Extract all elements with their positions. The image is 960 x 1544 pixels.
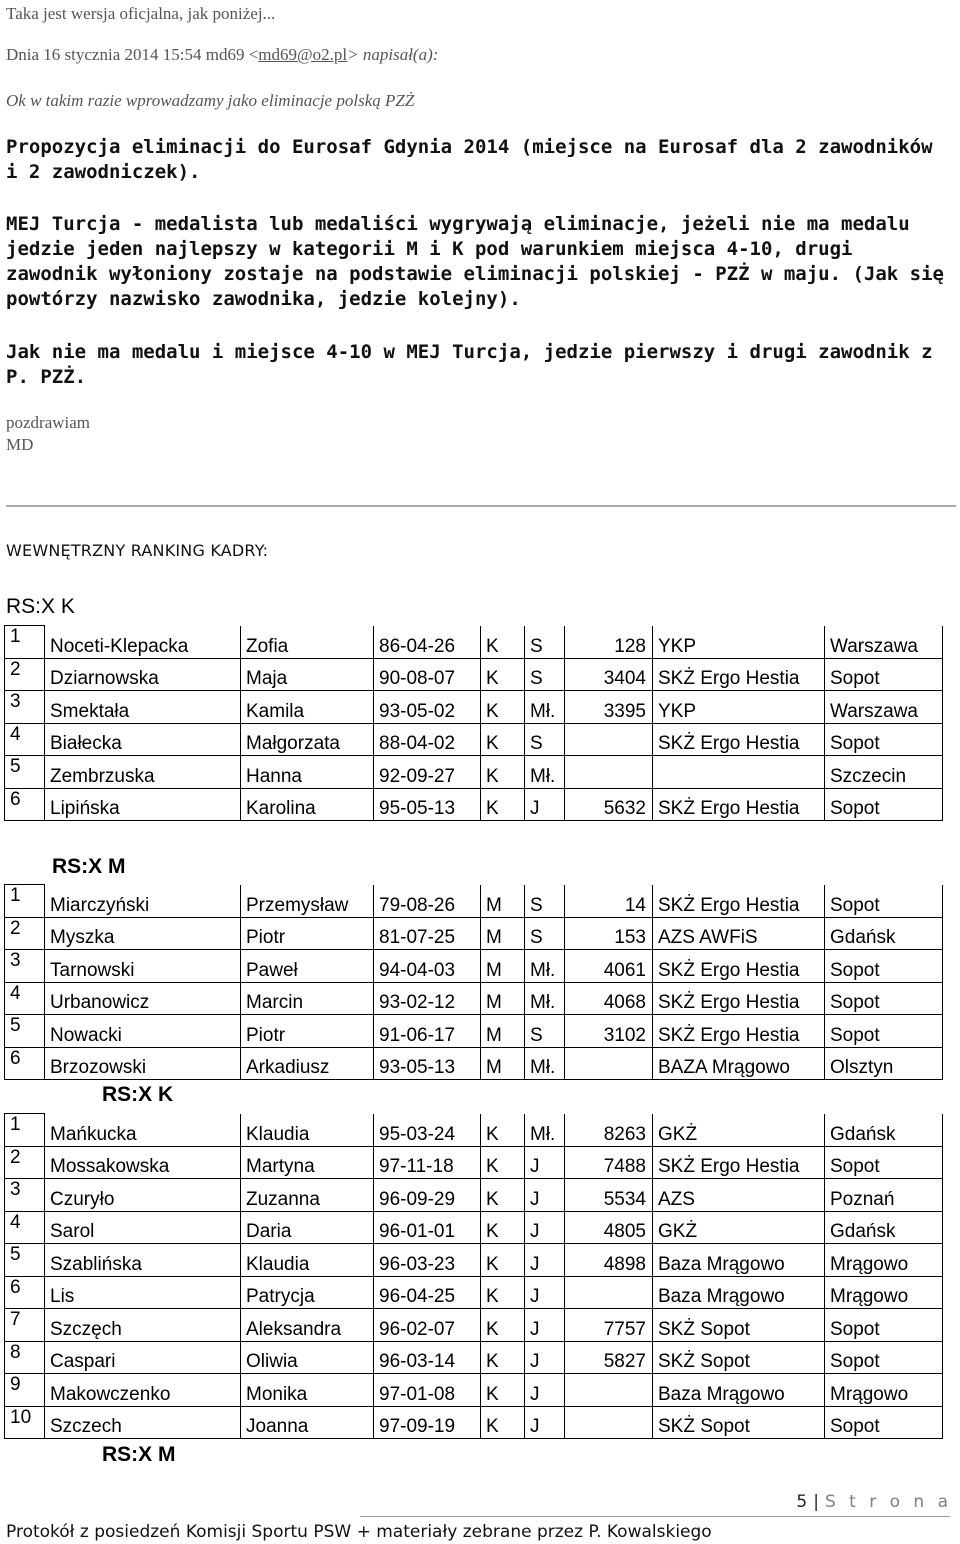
surname-cell: Smektała: [45, 691, 241, 724]
table-row: [5, 658, 943, 691]
firstname-cell: Karolina: [241, 788, 374, 821]
surname-cell: Mańkucka: [45, 1114, 241, 1147]
club-cell: SKŻ Ergo Hestia: [653, 982, 825, 1015]
age-class-cell: J: [525, 1406, 565, 1439]
gender-cell: K: [481, 626, 525, 659]
city-cell: Gdańsk: [825, 1211, 943, 1244]
footer-divider: [360, 1516, 950, 1517]
ranking-table: [4, 625, 943, 821]
points-cell: 3102: [565, 1015, 653, 1048]
surname-cell: Szablińska: [45, 1244, 241, 1277]
age-class-cell: J: [525, 1211, 565, 1244]
firstname-cell: Klaudia: [241, 1244, 374, 1277]
club-cell: AZS AWFiS: [653, 917, 825, 950]
city-cell: Sopot: [825, 788, 943, 821]
email-quoted-line: Ok w takim razie wprowadzamy jako eliminacje polską PZŻ: [6, 91, 415, 110]
rank-cell: 9: [5, 1374, 45, 1407]
birthdate-cell: 93-05-02: [374, 691, 481, 724]
table-row: [5, 788, 943, 821]
age-class-cell: J: [525, 1179, 565, 1212]
section-title: RS:X K: [6, 595, 75, 618]
firstname-cell: Daria: [241, 1211, 374, 1244]
email-quote-header: [6, 45, 438, 65]
points-cell: 128: [565, 626, 653, 659]
surname-cell: Noceti-Klepacka: [45, 626, 241, 659]
points-cell: 7757: [565, 1309, 653, 1342]
points-cell: 5632: [565, 788, 653, 821]
gender-cell: K: [481, 1341, 525, 1374]
city-cell: Sopot: [825, 1015, 943, 1048]
age-class-cell: Mł.: [525, 950, 565, 983]
age-class-cell: J: [525, 1146, 565, 1179]
firstname-cell: Patrycja: [241, 1276, 374, 1309]
city-cell: Sopot: [825, 1309, 943, 1342]
surname-cell: Szczęch: [45, 1309, 241, 1342]
rank-cell: 2: [5, 658, 45, 691]
age-class-cell: Mł.: [525, 1114, 565, 1147]
table-row: [5, 1179, 943, 1212]
birthdate-cell: 96-02-07: [374, 1309, 481, 1342]
points-cell: 4898: [565, 1244, 653, 1277]
email-quote-suffix: > napisał(a):: [347, 45, 439, 64]
club-cell: SKŻ Ergo Hestia: [653, 885, 825, 918]
table-row: [5, 1341, 943, 1374]
gender-cell: K: [481, 1374, 525, 1407]
rules-paragraph-2: Jak nie ma medalu i miejsce 4-10 w MEJ Turcja, jedzie pierwszy i drugi zawodnik z P. PZŻ.: [6, 341, 933, 388]
city-cell: Mrągowo: [825, 1276, 943, 1309]
email-intro-line: Taka jest wersja oficjalna, jak poniżej...: [6, 4, 276, 23]
city-cell: Olsztyn: [825, 1047, 943, 1080]
points-cell: 4061: [565, 950, 653, 983]
city-cell: Sopot: [825, 1146, 943, 1179]
club-cell: [653, 756, 825, 789]
birthdate-cell: 97-09-19: [374, 1406, 481, 1439]
table-row: [5, 1015, 943, 1048]
firstname-cell: Zofia: [241, 626, 374, 659]
ranking-table: [4, 1113, 943, 1439]
points-cell: [565, 723, 653, 756]
firstname-cell: Martyna: [241, 1146, 374, 1179]
points-cell: [565, 1276, 653, 1309]
rank-cell: 2: [5, 917, 45, 950]
page-number-label: [796, 1492, 952, 1512]
table-row: [5, 626, 943, 659]
age-class-cell: J: [525, 1276, 565, 1309]
age-class-cell: S: [525, 626, 565, 659]
gender-cell: K: [481, 1406, 525, 1439]
surname-cell: Nowacki: [45, 1015, 241, 1048]
gender-cell: M: [481, 917, 525, 950]
age-class-cell: S: [525, 885, 565, 918]
city-cell: Warszawa: [825, 626, 943, 659]
table-row: [5, 1374, 943, 1407]
age-class-cell: J: [525, 1341, 565, 1374]
club-cell: SKŻ Sopot: [653, 1309, 825, 1342]
club-cell: SKŻ Ergo Hestia: [653, 1146, 825, 1179]
surname-cell: Szczech: [45, 1406, 241, 1439]
table-row: [5, 1244, 943, 1277]
surname-cell: Sarol: [45, 1211, 241, 1244]
table-row: [5, 1047, 943, 1080]
club-cell: GKŻ: [653, 1211, 825, 1244]
club-cell: SKŻ Ergo Hestia: [653, 723, 825, 756]
gender-cell: K: [481, 691, 525, 724]
gender-cell: M: [481, 1047, 525, 1080]
surname-cell: Dziarnowska: [45, 658, 241, 691]
gender-cell: K: [481, 788, 525, 821]
firstname-cell: Joanna: [241, 1406, 374, 1439]
club-cell: SKŻ Ergo Hestia: [653, 1015, 825, 1048]
birthdate-cell: 95-03-24: [374, 1114, 481, 1147]
club-cell: BAZA Mrągowo: [653, 1047, 825, 1080]
birthdate-cell: 96-09-29: [374, 1179, 481, 1212]
city-cell: Warszawa: [825, 691, 943, 724]
age-class-cell: Mł.: [525, 691, 565, 724]
points-cell: 5534: [565, 1179, 653, 1212]
surname-cell: Urbanowicz: [45, 982, 241, 1015]
rank-cell: 4: [5, 982, 45, 1015]
points-cell: [565, 1047, 653, 1080]
rank-cell: 7: [5, 1309, 45, 1342]
table-row: [5, 1276, 943, 1309]
rank-cell: 6: [5, 1047, 45, 1080]
rules-paragraph: MEJ Turcja - medalista lub medaliści wygrywają eliminacje, jeżeli nie ma medalu jedzie jeden najlepszy w kategorii M i K pod warunkiem miejsca 4-10, drugi zawodnik wyłoniony zostaje na podstawie eliminacji polskiej - PZŻ w maju. (Jak się powtórzy nazwisko zawodnika, jedzie kolejny).: [6, 213, 944, 310]
footer-text: Protokół z posiedzeń Komisji Sportu PSW + materiały zebrane przez P. Kowalskiego: [6, 1522, 712, 1542]
surname-cell: Czuryło: [45, 1179, 241, 1212]
points-cell: [565, 756, 653, 789]
age-class-cell: J: [525, 1374, 565, 1407]
age-class-cell: S: [525, 723, 565, 756]
age-class-cell: J: [525, 1309, 565, 1342]
points-cell: 3395: [565, 691, 653, 724]
gender-cell: M: [481, 885, 525, 918]
birthdate-cell: 97-11-18: [374, 1146, 481, 1179]
firstname-cell: Klaudia: [241, 1114, 374, 1147]
table-row: [5, 1309, 943, 1342]
club-cell: SKŻ Ergo Hestia: [653, 950, 825, 983]
page-word: S t r o n a: [824, 1492, 952, 1512]
firstname-cell: Małgorzata: [241, 723, 374, 756]
city-cell: Mrągowo: [825, 1374, 943, 1407]
city-cell: Sopot: [825, 1341, 943, 1374]
firstname-cell: Piotr: [241, 917, 374, 950]
age-class-cell: Mł.: [525, 1047, 565, 1080]
surname-cell: Zembrzuska: [45, 756, 241, 789]
rank-cell: 3: [5, 950, 45, 983]
city-cell: Sopot: [825, 885, 943, 918]
divider: [6, 505, 956, 507]
table-row: [5, 1146, 943, 1179]
birthdate-cell: 79-08-26: [374, 885, 481, 918]
birthdate-cell: 95-05-13: [374, 788, 481, 821]
surname-cell: Mossakowska: [45, 1146, 241, 1179]
city-cell: Sopot: [825, 658, 943, 691]
rank-cell: 1: [5, 885, 45, 918]
club-cell: AZS: [653, 1179, 825, 1212]
page-separator: |: [813, 1492, 819, 1512]
firstname-cell: Piotr: [241, 1015, 374, 1048]
ranking-table: [4, 884, 943, 1080]
birthdate-cell: 93-02-12: [374, 982, 481, 1015]
surname-cell: Białecka: [45, 723, 241, 756]
gender-cell: K: [481, 1146, 525, 1179]
firstname-cell: Hanna: [241, 756, 374, 789]
email-quote-prefix: Dnia 16 stycznia 2014 15:54 md69 <: [6, 45, 259, 64]
age-class-cell: Mł.: [525, 982, 565, 1015]
firstname-cell: Aleksandra: [241, 1309, 374, 1342]
surname-cell: Lipińska: [45, 788, 241, 821]
rank-cell: 6: [5, 1276, 45, 1309]
rank-cell: 2: [5, 1146, 45, 1179]
club-cell: SKŻ Sopot: [653, 1341, 825, 1374]
points-cell: 4805: [565, 1211, 653, 1244]
section-title: RS:X K: [102, 1083, 174, 1106]
rank-cell: 1: [5, 626, 45, 659]
gender-cell: K: [481, 658, 525, 691]
birthdate-cell: 96-03-14: [374, 1341, 481, 1374]
gender-cell: K: [481, 1309, 525, 1342]
points-cell: 4068: [565, 982, 653, 1015]
gender-cell: M: [481, 1015, 525, 1048]
club-cell: Baza Mrągowo: [653, 1244, 825, 1277]
club-cell: YKP: [653, 691, 825, 724]
city-cell: Gdańsk: [825, 1114, 943, 1147]
table-row: [5, 950, 943, 983]
birthdate-cell: 96-04-25: [374, 1276, 481, 1309]
surname-cell: Miarczyński: [45, 885, 241, 918]
birthdate-cell: 91-06-17: [374, 1015, 481, 1048]
email-address-link[interactable]: md69@o2.pl: [258, 45, 348, 64]
age-class-cell: S: [525, 1015, 565, 1048]
firstname-cell: Zuzanna: [241, 1179, 374, 1212]
points-cell: [565, 1406, 653, 1439]
points-cell: 8263: [565, 1114, 653, 1147]
page-number: 5: [796, 1492, 808, 1512]
club-cell: Baza Mrągowo: [653, 1374, 825, 1407]
signature-greeting: pozdrawiam: [6, 413, 91, 432]
rank-cell: 6: [5, 788, 45, 821]
birthdate-cell: 96-03-23: [374, 1244, 481, 1277]
club-cell: YKP: [653, 626, 825, 659]
table-row: [5, 982, 943, 1015]
age-class-cell: J: [525, 788, 565, 821]
birthdate-cell: 81-07-25: [374, 917, 481, 950]
birthdate-cell: 96-01-01: [374, 1211, 481, 1244]
surname-cell: Myszka: [45, 917, 241, 950]
club-cell: SKŻ Sopot: [653, 1406, 825, 1439]
points-cell: 7488: [565, 1146, 653, 1179]
rank-cell: 3: [5, 1179, 45, 1212]
city-cell: Poznań: [825, 1179, 943, 1212]
gender-cell: K: [481, 1211, 525, 1244]
rank-cell: 4: [5, 723, 45, 756]
rank-cell: 10: [5, 1406, 45, 1439]
rank-cell: 5: [5, 1015, 45, 1048]
gender-cell: M: [481, 982, 525, 1015]
table-row: [5, 917, 943, 950]
age-class-cell: J: [525, 1244, 565, 1277]
gender-cell: K: [481, 1276, 525, 1309]
birthdate-cell: 97-01-08: [374, 1374, 481, 1407]
table-row: [5, 691, 943, 724]
points-cell: 3404: [565, 658, 653, 691]
table-row: [5, 723, 943, 756]
firstname-cell: Kamila: [241, 691, 374, 724]
table-row: [5, 1211, 943, 1244]
rank-cell: 4: [5, 1211, 45, 1244]
gender-cell: K: [481, 1179, 525, 1212]
age-class-cell: Mł.: [525, 756, 565, 789]
firstname-cell: Oliwia: [241, 1341, 374, 1374]
rank-cell: 8: [5, 1341, 45, 1374]
birthdate-cell: 93-05-13: [374, 1047, 481, 1080]
firstname-cell: Paweł: [241, 950, 374, 983]
proposal-paragraph: Propozycja eliminacji do Eurosaf Gdynia 2014 (miejsce na Eurosaf dla 2 zawodników i 2 zawodniczek).: [6, 136, 933, 183]
birthdate-cell: 94-04-03: [374, 950, 481, 983]
surname-cell: Caspari: [45, 1341, 241, 1374]
gender-cell: K: [481, 1114, 525, 1147]
rank-cell: 3: [5, 691, 45, 724]
signature-name: MD: [6, 435, 34, 454]
surname-cell: Brzozowski: [45, 1047, 241, 1080]
table-row: [5, 1406, 943, 1439]
age-class-cell: S: [525, 658, 565, 691]
firstname-cell: Przemysław: [241, 885, 374, 918]
birthdate-cell: 88-04-02: [374, 723, 481, 756]
firstname-cell: Monika: [241, 1374, 374, 1407]
birthdate-cell: 92-09-27: [374, 756, 481, 789]
firstname-cell: Marcin: [241, 982, 374, 1015]
surname-cell: Makowczenko: [45, 1374, 241, 1407]
birthdate-cell: 90-08-07: [374, 658, 481, 691]
points-cell: [565, 1374, 653, 1407]
city-cell: Sopot: [825, 723, 943, 756]
points-cell: 153: [565, 917, 653, 950]
points-cell: 5827: [565, 1341, 653, 1374]
table-row: [5, 756, 943, 789]
section-title: RS:X M: [52, 855, 126, 878]
city-cell: Sopot: [825, 1406, 943, 1439]
club-cell: GKŻ: [653, 1114, 825, 1147]
city-cell: Mrągowo: [825, 1244, 943, 1277]
table-row: [5, 885, 943, 918]
rank-cell: 5: [5, 756, 45, 789]
club-cell: SKŻ Ergo Hestia: [653, 788, 825, 821]
club-cell: SKŻ Ergo Hestia: [653, 658, 825, 691]
age-class-cell: S: [525, 917, 565, 950]
city-cell: Gdańsk: [825, 917, 943, 950]
gender-cell: K: [481, 723, 525, 756]
birthdate-cell: 86-04-26: [374, 626, 481, 659]
rank-cell: 5: [5, 1244, 45, 1277]
table-row: [5, 1114, 943, 1147]
gender-cell: M: [481, 950, 525, 983]
ranking-title: WEWNĘTRZNY RANKING KADRY:: [6, 541, 269, 560]
city-cell: Sopot: [825, 982, 943, 1015]
surname-cell: Tarnowski: [45, 950, 241, 983]
section-title: RS:X M: [102, 1443, 176, 1466]
firstname-cell: Arkadiusz: [241, 1047, 374, 1080]
rank-cell: 1: [5, 1114, 45, 1147]
club-cell: Baza Mrągowo: [653, 1276, 825, 1309]
city-cell: Sopot: [825, 950, 943, 983]
gender-cell: K: [481, 1244, 525, 1277]
points-cell: 14: [565, 885, 653, 918]
gender-cell: K: [481, 756, 525, 789]
firstname-cell: Maja: [241, 658, 374, 691]
city-cell: Szczecin: [825, 756, 943, 789]
surname-cell: Lis: [45, 1276, 241, 1309]
